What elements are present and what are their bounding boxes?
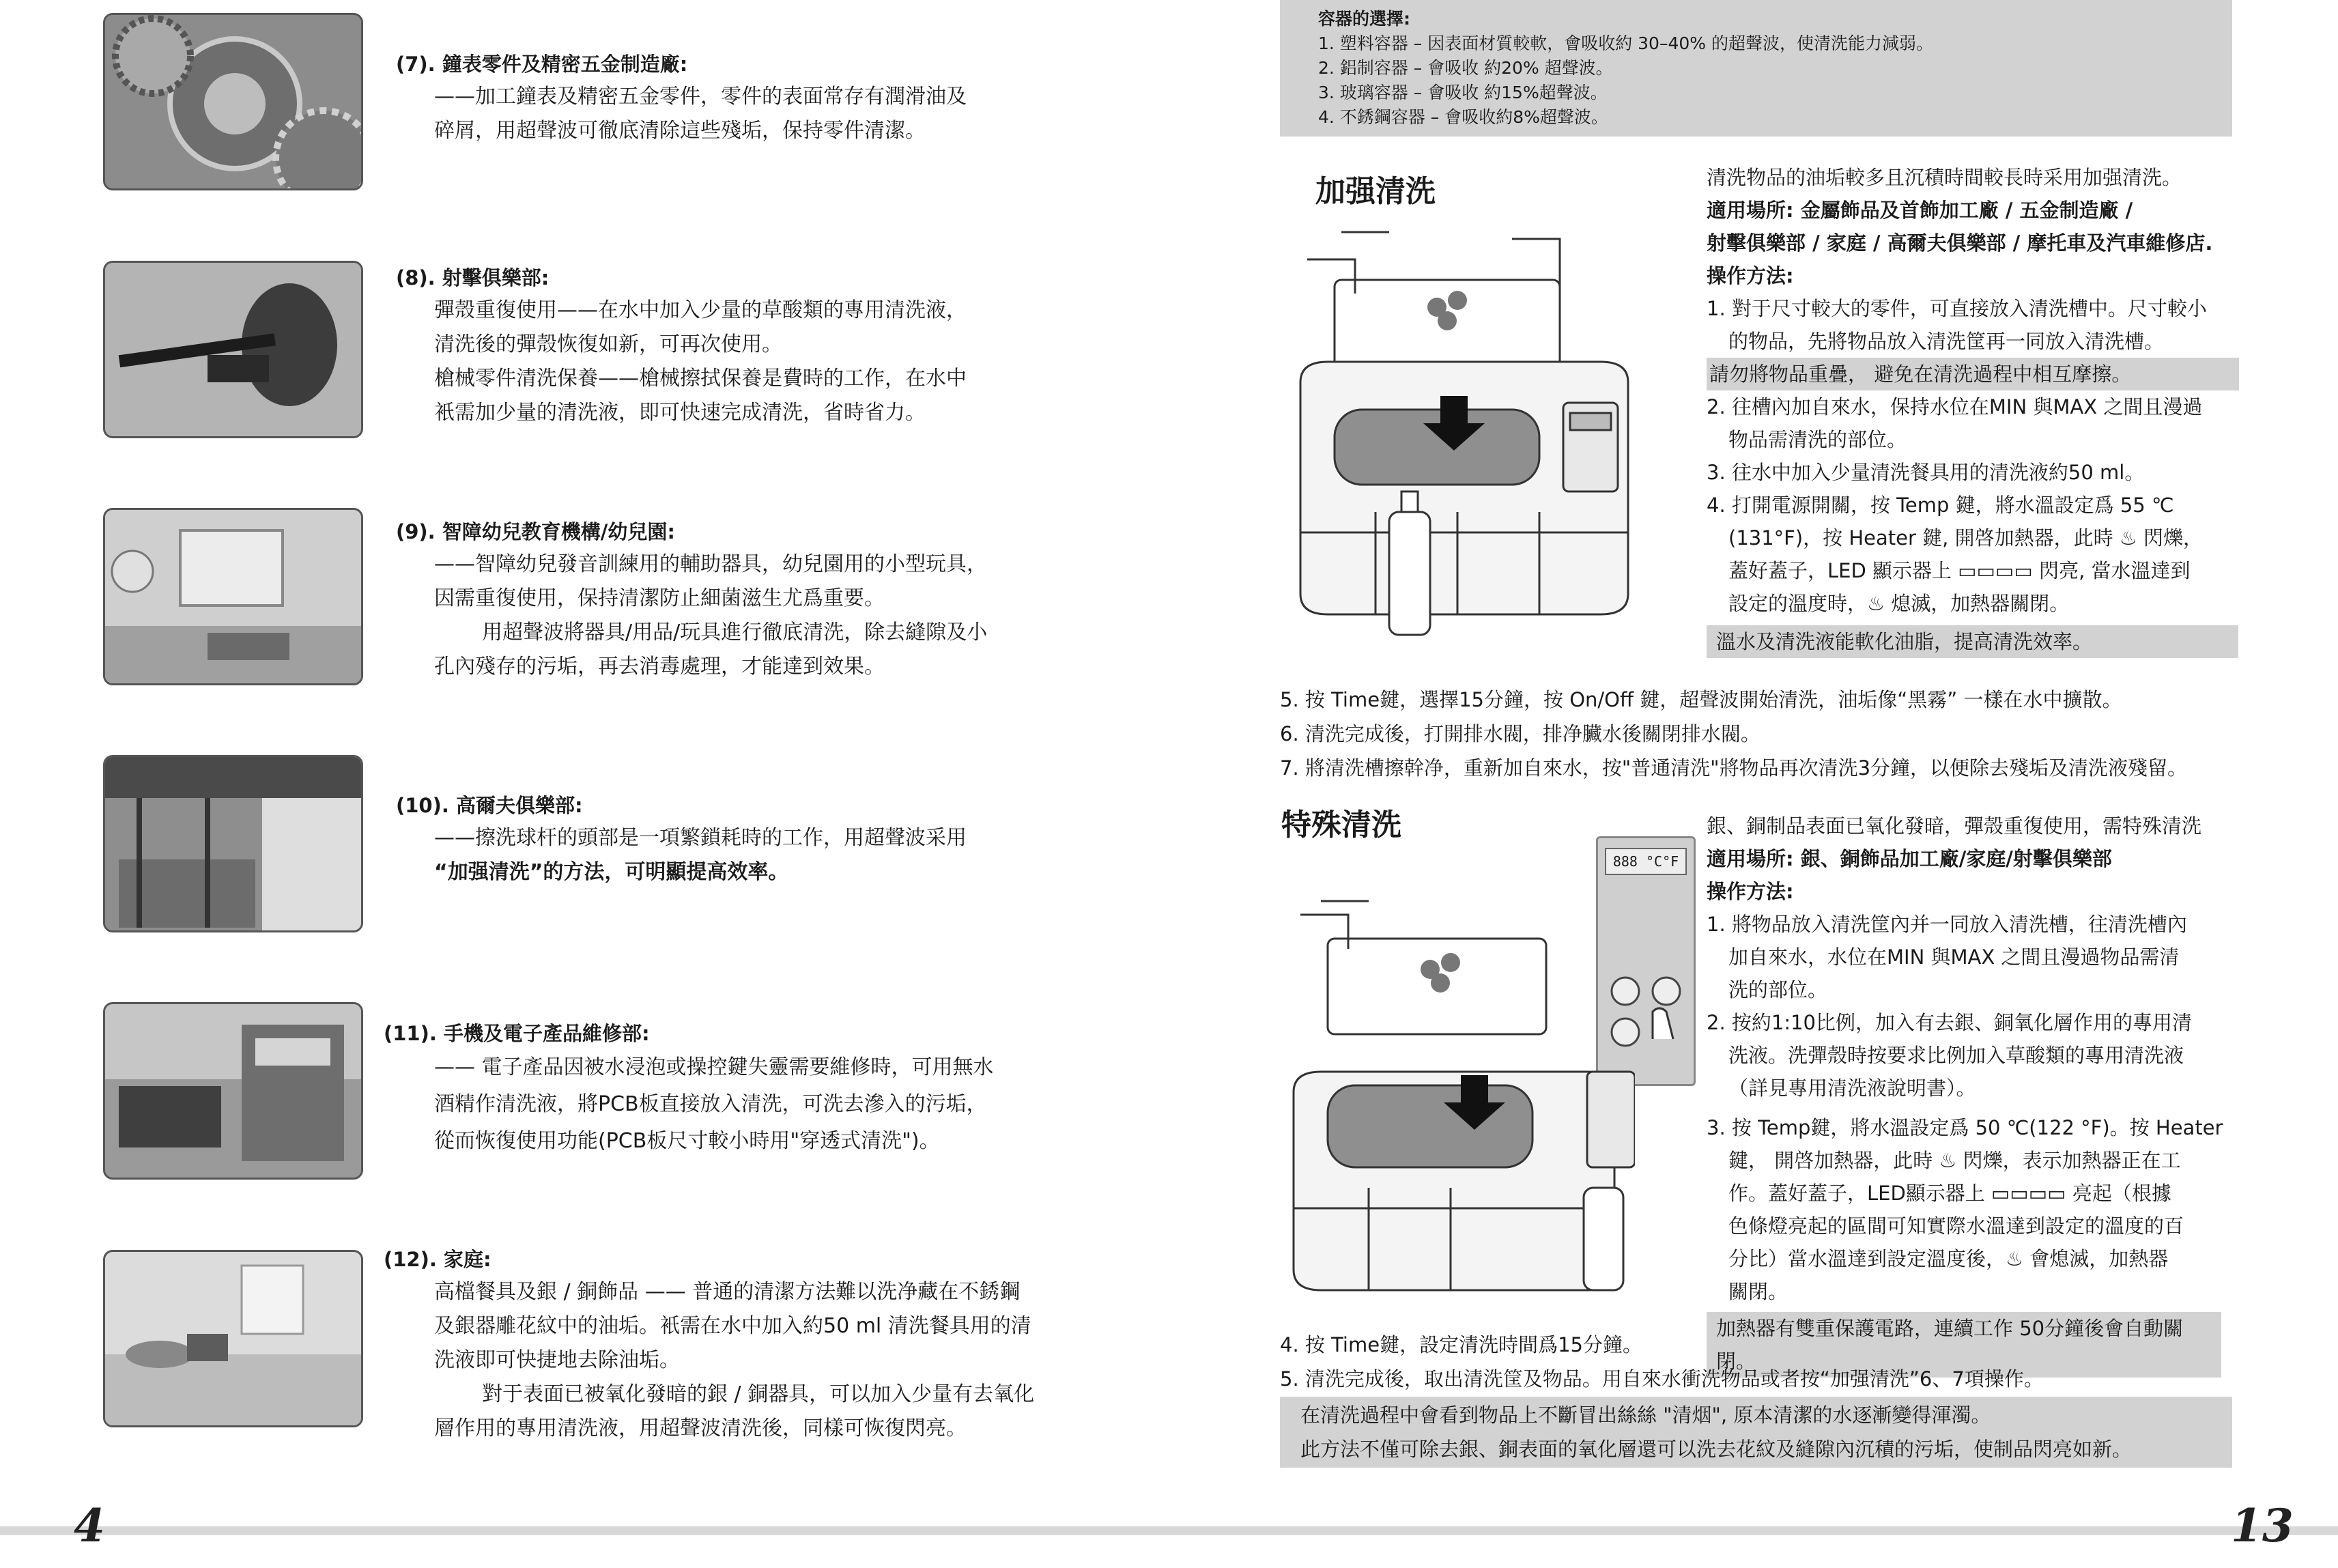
text-line: 4. 打開電源開關，按 Temp 鍵，將水溫設定爲 55 ℃ [1707, 494, 2174, 517]
section-line: —— 電子產品因被水浸泡或操控鍵失靈需要維修時，可用無水 [434, 1055, 994, 1079]
section-title: (8). 射擊俱樂部: [396, 266, 550, 289]
section-home [384, 1244, 1073, 1446]
section-title: (10). 高爾夫俱樂部: [396, 794, 583, 817]
text-line: 設定的溫度時，♨ 熄滅，加熱器關閉。 [1728, 592, 2070, 615]
text-line: 1. 將物品放入清洗筐內并一同放入清洗槽，往清洗槽內 [1707, 913, 2187, 936]
text-line: 物品需清洗的部位。 [1728, 428, 1907, 451]
shooting-club-photo [103, 261, 363, 438]
section-line: 用超聲波將器具/用品/玩具進行徹底清洗，除去縫隙及小 [482, 621, 988, 644]
text-line: 色條燈亮起的區間可知實際水溫達到設定的溫度的百 [1728, 1214, 2184, 1238]
text-line: 適用場所: 銀、銅飾品加工廠/家庭/射擊俱樂部 [1707, 847, 2112, 870]
section-line: 及銀器雕花紋中的油垢。衹需在水中加入約50 ml 清洗餐具用的清 [434, 1314, 1031, 1338]
section-line: 清洗後的彈殼恢復如新，可再次使用。 [434, 332, 782, 356]
page-number-right: 13 [2231, 1499, 2294, 1552]
text-line: 5. 清洗完成後，取出清洗筐及物品。用自來水衝洗物品或者按“加强清洗”6、7項操作。 [1280, 1367, 2044, 1391]
section-line: 槍械零件清洗保養——槍械擦拭保養是費時的工作，在水中 [434, 367, 967, 390]
text-line: 作。蓋好蓋子，LED顯示器上 ▭▭▭▭ 亮起（根據 [1728, 1182, 2171, 1205]
text-line: 4. 按 Time鍵，設定清洗時間爲15分鐘。 [1280, 1333, 1642, 1356]
special-clean-text [1707, 810, 2246, 1378]
container-selection-box [1280, 0, 2232, 137]
section-line: ——擦洗球杆的頭部是一項繁鎖耗時的工作，用超聲波采用 [434, 826, 967, 850]
electronics-repair-photo [103, 1002, 363, 1180]
kindergarten-photo [103, 508, 363, 685]
text-line: 加熱器有雙重保護電路，連續工作 50分鐘後會自動關閉。 [1707, 1312, 2221, 1378]
section-title: (9). 智障幼兒教育機構/幼兒園: [396, 520, 675, 543]
led-display: 888 °C°F [1605, 848, 1687, 875]
section-line: 高檔餐具及銀 / 銅飾品 —— 普通的清潔方法難以洗净藏在不銹鋼 [434, 1280, 1021, 1304]
section-title: (12). 家庭: [384, 1248, 491, 1271]
note-line: 在清洗過程中會看到物品上不斷冒出絲絲 "清烟", 原本清潔的水逐漸變得渾濁。 [1300, 1403, 1991, 1427]
text-line: 2. 往槽內加自來水，保持水位在MIN 與MAX 之間且漫過 [1707, 395, 2203, 418]
note-line: 此方法不僅可除去銀、銅表面的氧化層還可以洗去花紋及縫隙內沉積的污垢，使制品閃亮如新。 [1300, 1438, 2133, 1461]
intensive-clean-text [1707, 161, 2239, 658]
section-title: (11). 手機及電子產品維修部: [384, 1022, 650, 1045]
text-line: 3. 往水中加入少量清洗餐具用的清洗液約50 ml。 [1707, 461, 2145, 484]
text-line: 操作方法: [1707, 880, 1794, 903]
special-clean-note [1280, 1397, 2232, 1468]
intensive-clean-steps [1280, 683, 2304, 785]
section-line: 衹需加少量的清洗液，即可快速完成清洗，省時省力。 [434, 401, 926, 425]
container-line: 3. 玻璃容器 – 會吸收 約15%超聲波。 [1318, 83, 1608, 102]
home-kitchen-photo [103, 1250, 363, 1427]
section-line: 層作用的專用清洗液，用超聲波清洗後，同樣可恢復閃亮。 [434, 1416, 967, 1440]
container-title: 容器的選擇: [1318, 9, 1410, 29]
text-line: 6. 清洗完成後，打開排水閥，排净臟水後關閉排水閥。 [1280, 722, 1760, 745]
section-line: 從而恢復使用功能(PCB板尺寸較小時用"穿透式清洗")。 [434, 1129, 940, 1153]
section-line: 對于表面已被氧化發暗的銀 / 銅器具，可以加入少量有去氧化 [482, 1382, 1035, 1406]
ultrasonic-cleaner-diagram-1 [1280, 218, 1662, 655]
text-line: 洗的部位。 [1728, 978, 1828, 1001]
section-golf-club [396, 790, 1079, 889]
text-line: 加自來水，水位在MIN 與MAX 之間且漫過物品需清 [1728, 945, 2180, 969]
text-line: 射擊俱樂部 / 家庭 / 高爾夫俱樂部 / 摩托車及汽車維修店. [1707, 231, 2213, 255]
section-line: 碎屑，用超聲波可徹底清除這些殘垢，保持零件清潔。 [434, 119, 926, 143]
ultrasonic-cleaner-diagram-2 [1280, 887, 1635, 1304]
watch-parts-photo [103, 13, 363, 190]
text-line: 銀、銅制品表面已氧化發暗，彈殼重復使用，需特殊清洗 [1707, 814, 2202, 838]
section-kindergarten [396, 517, 1079, 684]
section-line: “加强清洗”的方法，可明顯提高效率。 [434, 860, 789, 884]
text-line: 蓋好蓋子，LED 顯示器上 ▭▭▭▭ 閃亮, 當水溫達到 [1728, 559, 2191, 582]
text-line: (131°F)，按 Heater 鍵, 開啓加熱器，此時 ♨ 閃爍， [1728, 526, 2204, 550]
container-line: 2. 鋁制容器 – 會吸收 約20% 超聲波。 [1318, 58, 1613, 78]
text-line: 5. 按 Time鍵，選擇15分鐘，按 On/Off 鍵，超聲波開始清洗，油垢像“黑霧” 一樣在水中擴散。 [1280, 688, 2122, 711]
section-watch-parts [396, 49, 1079, 148]
footer-rule [0, 1526, 2338, 1535]
section-line: 酒精作清洗液，將PCB板直接放入清洗，可洗去滲入的污垢， [434, 1092, 987, 1116]
text-line: 鍵， 開啓加熱器，此時 ♨ 閃爍，表示加熱器正在工 [1728, 1149, 2181, 1172]
section-line: 因需重復使用，保持清潔防止細菌滋生尤爲重要。 [434, 586, 885, 610]
text-line: （詳見專用清洗液說明書）。 [1728, 1077, 1976, 1100]
text-line: 分比）當水溫達到設定溫度後，♨ 會熄滅，加熱器 [1728, 1247, 2169, 1270]
golf-club-photo [103, 755, 363, 932]
page-number-left: 4 [74, 1499, 105, 1552]
text-line: 關閉。 [1728, 1280, 1788, 1303]
section-line: 彈殼重復使用——在水中加入少量的草酸類的專用清洗液， [434, 298, 967, 322]
text-line: 2. 按約1:10比例，加入有去銀、銅氧化層作用的專用清 [1707, 1011, 2193, 1034]
section-line: 孔內殘存的污垢，再去消毒處理，才能達到效果。 [434, 655, 885, 679]
container-line: 4. 不銹鋼容器 – 會吸收約8%超聲波。 [1318, 107, 1608, 127]
text-line: 適用場所: 金屬飾品及首飾加工廠 / 五金制造廠 / [1707, 199, 2133, 222]
text-line: 1. 對于尺寸較大的零件，可直接放入清洗槽中。尺寸較小 [1707, 297, 2207, 320]
container-line: 1. 塑料容器 – 因表面材質較軟，會吸收約 30–40% 的超聲波，使清洗能力減弱。 [1318, 33, 1933, 53]
text-line: 7. 將清洗槽擦幹净，重新加自來水，按"普通清洗"將物品再次清洗3分鐘，以便除去殘垢及清洗液殘留。 [1280, 756, 2188, 780]
text-line: 清洗物品的油垢較多且沉積時間較長時采用加强清洗。 [1707, 166, 2182, 189]
section-line: ——智障幼兒發音訓練用的輔助器具，幼兒園用的小型玩具， [434, 552, 987, 576]
text-line: 3. 按 Temp鍵，將水溫設定爲 50 ℃(122 °F)。按 Heater [1707, 1116, 2223, 1139]
section-electronics-repair [384, 1018, 1073, 1160]
section-shooting-club [396, 263, 1079, 430]
special-clean-heading: 特殊清洗 [1281, 808, 1401, 842]
section-title: (7). 鐘表零件及精密五金制造廠: [396, 53, 688, 76]
section-line: 洗液即可快捷地去除油垢。 [434, 1348, 680, 1372]
text-line: 洗液。洗彈殼時按要求比例加入草酸類的專用清洗液 [1728, 1044, 2184, 1067]
text-line: 溫水及清洗液能軟化油脂，提高清洗效率。 [1707, 625, 2238, 658]
section-line: ——加工鐘表及精密五金零件，零件的表面常存有潤滑油及 [434, 85, 967, 109]
text-line: 操作方法: [1707, 264, 1794, 287]
text-line: 請勿將物品重疊， 避免在清洗過程中相互摩擦。 [1707, 358, 2239, 390]
text-line: 的物品，先將物品放入清洗筐再一同放入清洗槽。 [1728, 330, 2165, 353]
intensive-clean-heading: 加强清洗 [1315, 174, 1436, 209]
special-clean-steps [1280, 1328, 2236, 1396]
